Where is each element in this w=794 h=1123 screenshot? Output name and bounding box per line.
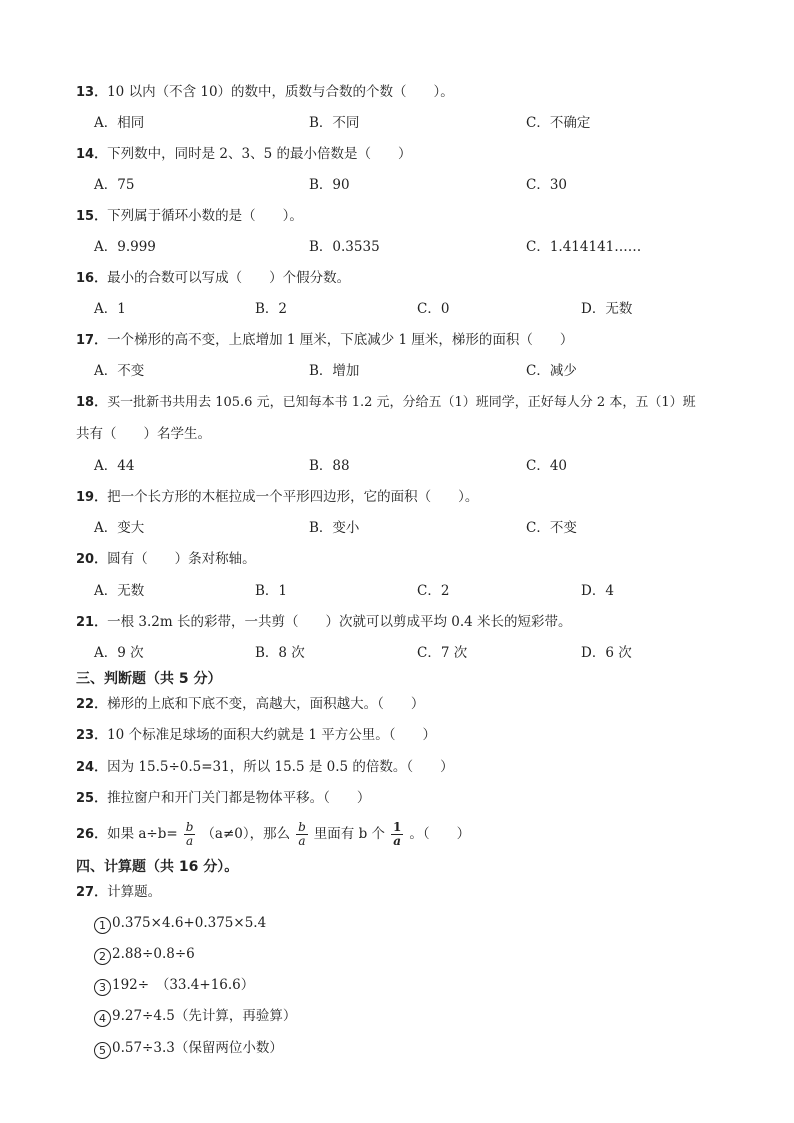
circled-number: 5 — [94, 1042, 111, 1059]
question-18 — [76, 394, 696, 412]
fraction-one-over-a — [391, 821, 403, 848]
question-text: 最小的合数可以写成（ ）个假分数。 — [107, 270, 351, 286]
option-d: D．6 次 — [581, 645, 632, 661]
calc-expression: 0.375×4.6+0.375×5.4 — [112, 915, 267, 931]
question-23 — [76, 726, 436, 745]
question-text: 一根 3.2m 长的彩带，一共剪（ ）次就可以剪成平均 0.4 米长的短彩带。 — [107, 614, 572, 630]
question-number: 26． — [76, 827, 108, 842]
question-number: 23． — [76, 728, 108, 743]
question-17 — [76, 331, 573, 350]
option-d: D．4 — [581, 583, 614, 599]
question-number: 18． — [76, 395, 108, 410]
option-c: C．0 — [417, 301, 450, 317]
denominator: a — [185, 834, 194, 848]
option-b: B．增加 — [309, 363, 360, 379]
calc-item-4 — [94, 1007, 296, 1027]
question-19 — [76, 488, 478, 507]
numerator: b — [298, 820, 306, 834]
option-c: C．减少 — [526, 363, 577, 379]
options-16 — [94, 300, 694, 318]
question-18-cont — [76, 425, 211, 443]
question-15 — [76, 207, 303, 226]
circled-number: 1 — [94, 917, 111, 934]
calc-item-5 — [94, 1039, 283, 1059]
option-a: A．44 — [94, 458, 135, 474]
question-text: 10 个标准足球场的面积大约就是 1 平方公里。（ ） — [107, 727, 436, 743]
denominator: a — [393, 834, 402, 848]
options-20 — [94, 582, 694, 600]
calc-item-3 — [94, 976, 254, 996]
section-title-calculation: 四、计算题（共 16 分）。 — [76, 859, 239, 875]
option-b: B．1 — [255, 583, 288, 599]
question-text: 下列数中，同时是 2、3、5 的最小倍数是（ ） — [107, 146, 412, 162]
question-27 — [76, 883, 161, 902]
question-number: 14． — [76, 147, 108, 162]
question-21 — [76, 613, 572, 632]
question-number: 25． — [76, 791, 108, 806]
question-20 — [76, 550, 256, 569]
question-text: 把一个长方形的木框拉成一个平形四边形，它的面积（ ）。 — [107, 489, 479, 505]
option-c: C．不确定 — [526, 115, 591, 131]
question-text: 买一批新书共用去 105.6 元，已知每本书 1.2 元，分给五（1）班同学，正好每人分 2 本，五（1）班 — [107, 395, 696, 410]
option-b: B．90 — [309, 177, 350, 193]
circled-number: 2 — [94, 948, 111, 965]
question-text: （a≠0），那么 — [201, 826, 291, 842]
question-number: 22． — [76, 697, 108, 712]
option-b: B．变小 — [309, 520, 360, 536]
option-c: C．不变 — [526, 520, 577, 536]
option-b: B．2 — [255, 301, 288, 317]
option-a: A．变大 — [94, 520, 145, 536]
option-a: A．9 次 — [94, 645, 144, 661]
fraction-b-over-a — [184, 821, 196, 848]
question-text: 圆有（ ）条对称轴。 — [107, 551, 256, 567]
option-a: A．相同 — [94, 115, 145, 131]
question-text: 。（ ） — [409, 826, 471, 842]
option-c: C．7 次 — [417, 645, 468, 661]
calc-item-1 — [94, 914, 266, 934]
question-number: 13． — [76, 85, 108, 100]
options-19 — [94, 519, 694, 537]
option-c: C．2 — [417, 583, 450, 599]
options-14 — [94, 176, 694, 194]
question-text: 如果 a÷b= — [107, 826, 178, 842]
question-number: 24． — [76, 760, 108, 775]
question-text: 10 以内（不含 10）的数中，质数与合数的个数（ ）。 — [107, 84, 454, 100]
option-b: B．0.3535 — [309, 239, 380, 255]
question-number: 16． — [76, 271, 108, 286]
question-text: 里面有 b 个 — [313, 826, 386, 842]
question-text: 下列属于循环小数的是（ ）。 — [107, 208, 303, 224]
option-a: A．不变 — [94, 363, 145, 379]
question-26 — [76, 817, 470, 851]
option-b: B．88 — [309, 458, 350, 474]
question-24 — [76, 758, 454, 777]
option-d: D．无数 — [581, 301, 633, 317]
question-number: 21． — [76, 615, 108, 630]
numerator: 1 — [393, 820, 402, 834]
question-number: 15． — [76, 209, 108, 224]
option-c: C．1.414141…… — [526, 239, 642, 255]
option-c: C．30 — [526, 177, 568, 193]
options-21 — [94, 644, 694, 662]
options-17 — [94, 362, 694, 380]
question-text: 梯形的上底和下底不变，高越大，面积越大。（ ） — [107, 696, 425, 712]
question-text: 因为 15.5÷0.5=31，所以 15.5 是 0.5 的倍数。（ ） — [107, 759, 454, 775]
options-18 — [94, 457, 694, 475]
question-14 — [76, 145, 411, 164]
question-number: 20． — [76, 552, 108, 567]
question-13 — [76, 83, 454, 102]
option-c: C．40 — [526, 458, 568, 474]
question-text-cont: 共有（ ）名学生。 — [76, 426, 211, 442]
calc-expression: 0.57÷3.3（保留两位小数） — [112, 1040, 283, 1056]
option-a: A．无数 — [94, 583, 145, 599]
option-b: B．8 次 — [255, 645, 305, 661]
calc-expression: 192÷ （33.4+16.6） — [112, 977, 255, 993]
option-b: B．不同 — [309, 115, 360, 131]
options-13 — [94, 114, 694, 132]
fraction-b-over-a — [296, 821, 308, 848]
question-number: 19． — [76, 490, 108, 505]
question-16 — [76, 269, 350, 288]
question-22 — [76, 695, 424, 714]
denominator: a — [298, 834, 306, 848]
options-15 — [94, 238, 694, 256]
circled-number: 4 — [94, 1010, 111, 1027]
calc-expression: 9.27÷4.5（先计算，再验算） — [112, 1008, 297, 1024]
option-a: A．1 — [94, 301, 126, 317]
numerator: b — [185, 820, 194, 834]
section-title-judgement: 三、判断题（共 5 分） — [76, 671, 222, 687]
option-a: A．75 — [94, 177, 135, 193]
calc-item-2 — [94, 945, 195, 965]
calc-expression: 2.88÷0.8÷6 — [112, 946, 195, 962]
option-a: A．9.999 — [94, 239, 156, 255]
question-number: 17． — [76, 333, 108, 348]
question-text: 一个梯形的高不变，上底增加 1 厘米，下底减少 1 厘米，梯形的面积（ ） — [107, 332, 574, 348]
question-25 — [76, 789, 370, 808]
circled-number: 3 — [94, 979, 111, 996]
question-number: 27． — [76, 885, 108, 900]
question-text: 计算题。 — [107, 884, 162, 900]
question-text: 推拉窗户和开门关门都是物体平移。（ ） — [107, 790, 371, 806]
